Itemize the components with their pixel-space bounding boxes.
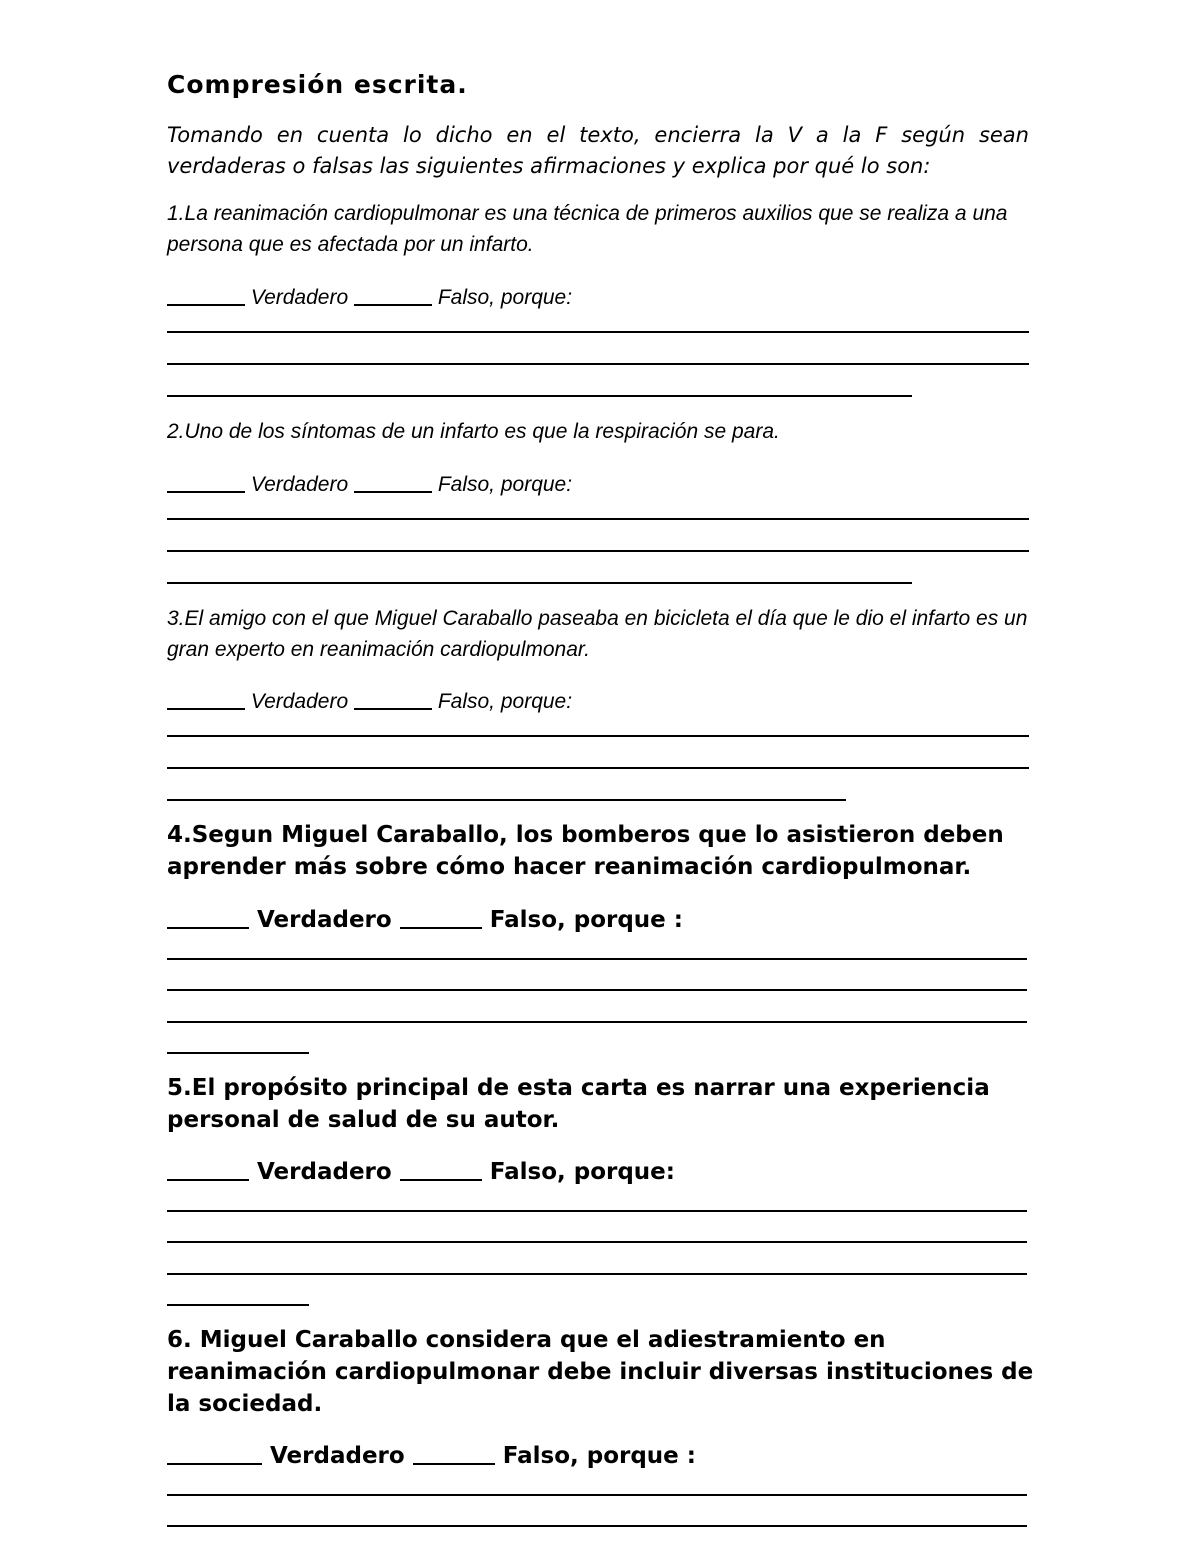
question-1-text: 1.La reanimación cardiopulmonar es una técnica de primeros auxilios que se realiza a una persona que es afectada por un infarto. [167,202,1008,256]
true-blank[interactable] [167,470,245,493]
question-2-text: 2.Uno de los síntomas de un infarto es que la respiración se para. [167,420,780,443]
answer-line[interactable] [167,1210,1027,1212]
answer-line[interactable] [167,331,1029,333]
question-6-text: 6. Miguel Caraballo considera que el adiestramiento en reanimación cardiopulmonar debe incluir diversas instituciones de la sociedad. [167,1327,1034,1417]
answer-line[interactable] [167,1304,309,1306]
answer-line[interactable] [167,1241,1027,1243]
answer-line[interactable] [167,958,1027,960]
answer-line[interactable] [167,989,1027,991]
false-blank[interactable] [354,283,432,306]
answer-line[interactable] [167,550,1029,552]
true-label: Verdadero [250,473,349,496]
true-label: Verdadero [257,1159,392,1185]
false-blank[interactable] [354,470,432,493]
true-label: Verdadero [257,907,392,933]
question-4-text: 4.Segun Miguel Caraballo, los bomberos que lo asistieron deben aprender más sobre cómo hacer reanimación cardiopulmonar. [167,822,1004,880]
true-blank[interactable] [167,687,245,710]
page-title: Compresión escrita. [167,70,468,99]
answer-line[interactable] [167,1052,309,1054]
question-5-answer-row [167,1154,675,1185]
true-blank[interactable] [167,1156,249,1181]
question-1-answer-row [167,281,572,310]
false-blank[interactable] [413,1440,495,1465]
false-label: Falso, porque: [489,1159,675,1185]
true-label: Verdadero [250,286,349,309]
false-blank[interactable] [400,1156,482,1181]
true-blank[interactable] [167,283,245,306]
question-4-answer-row [167,902,683,933]
false-label: Falso, porque : [489,907,683,933]
question-5-text: 5.El propósito principal de esta carta es narrar una experiencia personal de salud de su autor. [167,1075,990,1133]
answer-line[interactable] [167,735,1029,737]
question-3-answer-row [167,685,572,714]
question-6-answer-row [167,1438,696,1469]
answer-line[interactable] [167,582,912,584]
instructions: Tomando en cuenta lo dicho en el texto, encierra la V a la F según sean verdaderas o falsas las siguientes afirmaciones y explica por qué lo son: [167,123,1029,178]
answer-line[interactable] [167,799,846,801]
true-label: Verdadero [270,1443,405,1469]
false-blank[interactable] [400,904,482,929]
answer-line[interactable] [167,395,912,397]
answer-line[interactable] [167,518,1029,520]
answer-line[interactable] [167,1525,1027,1527]
answer-line[interactable] [167,1273,1027,1275]
answer-line[interactable] [167,767,1029,769]
answer-line[interactable] [167,1021,1027,1023]
question-2-answer-row [167,468,572,497]
false-label: Falso, porque: [437,473,573,496]
true-label: Verdadero [250,690,349,713]
false-blank[interactable] [354,687,432,710]
answer-line[interactable] [167,1494,1027,1496]
question-3-text: 3.El amigo con el que Miguel Caraballo paseaba en bicicleta el día que le dio el infarto es un gran experto en reanimación cardiopulmonar. [167,607,1028,661]
true-blank[interactable] [167,1440,262,1465]
true-blank[interactable] [167,904,249,929]
false-label: Falso, porque : [502,1443,696,1469]
answer-line[interactable] [167,363,1029,365]
false-label: Falso, porque: [437,690,573,713]
false-label: Falso, porque: [437,286,573,309]
